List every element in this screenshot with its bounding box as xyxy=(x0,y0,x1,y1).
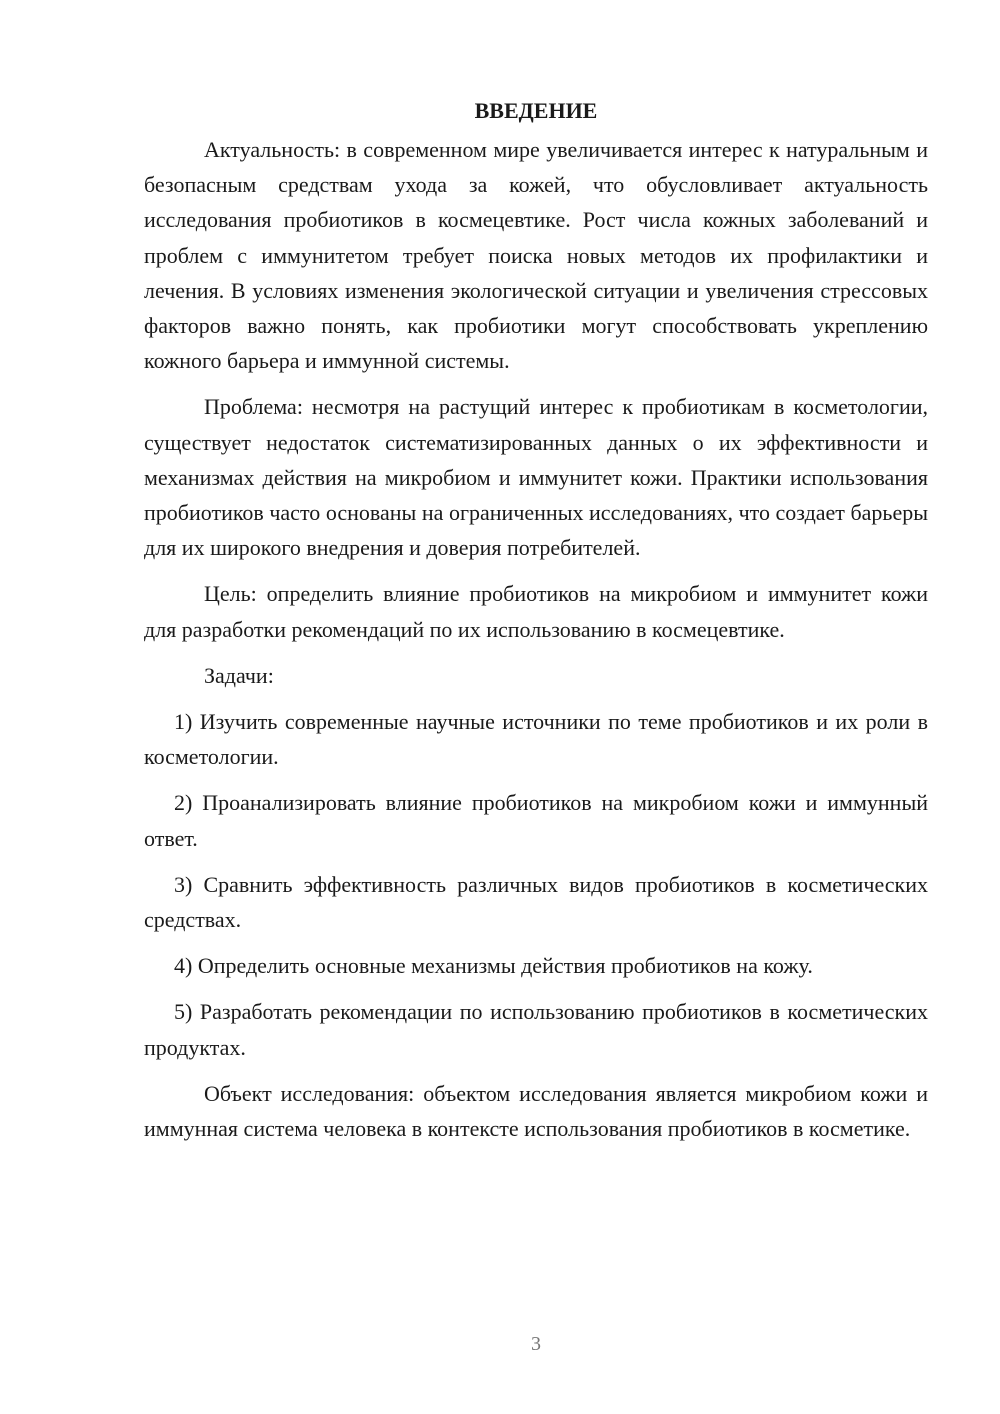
task-item: 5) Разработать рекомендации по использованию пробиотиков в косметических продуктах. xyxy=(144,999,928,1060)
tasks-list xyxy=(144,704,928,1065)
task-item: 2) Проанализировать влияние пробиотиков на микробиом кожи и иммунный ответ. xyxy=(144,790,928,851)
page-number: 3 xyxy=(531,1333,541,1355)
document-page xyxy=(144,92,928,1157)
goal-paragraph: Цель: определить влияние пробиотиков на микробиом и иммунитет кожи для разработки рекомендаций по их использованию в космецевтике. xyxy=(144,581,928,642)
task-item: 4) Определить основные механизмы действия пробиотиков на кожу. xyxy=(174,953,813,979)
task-item: 3) Сравнить эффективность различных видов пробиотиков в косметических средствах. xyxy=(144,871,928,933)
task-item: 1) Изучить современные научные источники по теме пробиотиков и их роли в косметологии. xyxy=(144,709,928,770)
tasks-label: Задачи: xyxy=(204,662,274,688)
section-heading: ВВЕДЕНИЕ xyxy=(474,98,598,123)
object-paragraph: Объект исследования: объектом исследования является микробиом кожи и иммунная система человека в контексте использования пробиотиков в косметике. xyxy=(144,1080,928,1142)
relevance-paragraph: Актуальность: в современном мире увеличивается интерес к натуральным и безопасным средствам ухода за кожей, что обусловливает актуальность исследования пробиотиков в космецевтике. Рост числа кожных заболеваний и проблем с иммунитетом требует поиска новых методов их профилактики и лечения. В условиях изменения экологической ситуации и увеличения стрессовых факторов важно понять, как пробиотики могут способствовать укреплению кожного барьера и иммунной системы. xyxy=(144,137,928,374)
problem-paragraph: Проблема: несмотря на растущий интерес к пробиотикам в косметологии, существует недостаток систематизированных данных о их эффективности и механизмах действия на микробиом и иммунитет кожи. Практики использования пробиотиков часто основаны на ограниченных исследованиях, что создает барьеры для их широкого внедрения и доверия потребителей. xyxy=(144,394,928,561)
